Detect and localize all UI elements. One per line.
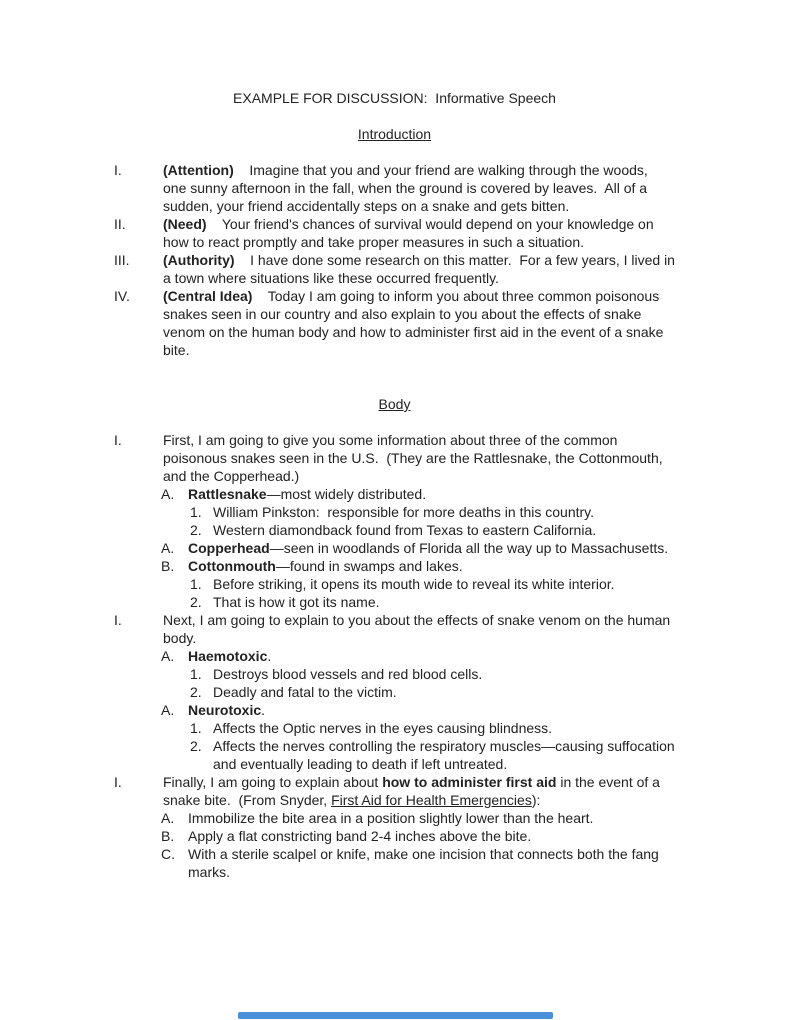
outline-item-text bbox=[213, 683, 675, 701]
outline-item-text bbox=[188, 809, 675, 827]
outline-item-label: B. bbox=[161, 558, 175, 574]
outline-item-label: 1. bbox=[190, 504, 202, 520]
text-segment: William Pinkston: responsible for more deaths in this country. bbox=[213, 504, 595, 520]
document-content bbox=[114, 89, 679, 881]
outline-item-label: A. bbox=[161, 810, 175, 826]
outline-item-text bbox=[213, 521, 675, 539]
outline-item bbox=[114, 215, 675, 251]
outline-item-label: 1. bbox=[190, 576, 202, 592]
outline-item-label: 1. bbox=[190, 666, 202, 682]
text-segment: Your friend's chances of survival would depend on your knowledge on how to react promptly and take proper measures in such a situation. bbox=[163, 216, 658, 250]
outline-item-text bbox=[188, 827, 675, 845]
outline-item-text bbox=[213, 665, 675, 683]
outline-item-text bbox=[213, 575, 675, 593]
text-segment: (Central Idea) bbox=[163, 288, 253, 304]
outline-item-text bbox=[188, 485, 675, 503]
text-segment: (Authority) bbox=[163, 252, 235, 268]
outline-item-label: A. bbox=[161, 540, 175, 556]
page-title: EXAMPLE FOR DISCUSSION: Informative Speech bbox=[233, 90, 556, 106]
outline-item bbox=[114, 431, 675, 485]
outline-item-label: III. bbox=[114, 252, 130, 268]
text-segment: Next, I am going to explain to you about the effects of snake venom on the human body. bbox=[163, 612, 675, 646]
text-segment: —found in swamps and lakes. bbox=[275, 558, 463, 574]
text-segment: Rattlesnake bbox=[188, 486, 267, 502]
outline-item-label: 2. bbox=[190, 594, 202, 610]
text-segment: ): bbox=[531, 792, 541, 808]
outline-item bbox=[114, 287, 675, 359]
outline-item-label: A. bbox=[161, 702, 175, 718]
outline-item-text bbox=[188, 845, 675, 881]
text-segment: Imagine that you and your friend are walking through the woods, one sunny afternoon in the fall, when the ground is covered by leaves. All of a sudden, your friend accidentally steps on a snake and gets bitten. bbox=[163, 162, 652, 214]
text-segment: (Attention) bbox=[163, 162, 234, 178]
outline-item-text bbox=[163, 287, 675, 359]
outline-item-text bbox=[163, 611, 675, 647]
section-heading: Body bbox=[378, 396, 411, 412]
text-segment: Apply a flat constricting band 2-4 inches above the bite. bbox=[188, 828, 532, 844]
outline-item bbox=[114, 737, 679, 773]
text-segment: Haemotoxic bbox=[188, 648, 268, 664]
outline-item-label: I. bbox=[114, 162, 122, 178]
text-segment: —most widely distributed. bbox=[266, 486, 427, 502]
outline-item-text bbox=[213, 503, 675, 521]
outline-item bbox=[114, 683, 675, 701]
text-segment: Neurotoxic bbox=[188, 702, 262, 718]
text-segment: . bbox=[267, 648, 272, 664]
text-segment: Destroys blood vessels and red blood cells. bbox=[213, 666, 483, 682]
outline-item-text bbox=[188, 647, 675, 665]
outline-item-label: I. bbox=[114, 432, 122, 448]
text-segment: I have done some research on this matter. For a few years, I lived in a town where situations like these occurred frequently. bbox=[163, 252, 679, 286]
outline-item-label: 2. bbox=[190, 684, 202, 700]
outline-item-text bbox=[188, 701, 675, 719]
text-segment: Affects the nerves controlling the respiratory muscles—causing suffocation and eventually leading to death if left untreated. bbox=[213, 738, 679, 772]
outline-item-label: I. bbox=[114, 774, 122, 790]
text-segment: Copperhead bbox=[188, 540, 270, 556]
outline-sections bbox=[114, 125, 679, 881]
text-segment: . bbox=[261, 702, 266, 718]
outline-item-text bbox=[213, 719, 675, 737]
section-body bbox=[114, 395, 679, 881]
outline-item-text bbox=[188, 539, 675, 557]
text-segment: Immobilize the bite area in a position slightly lower than the heart. bbox=[188, 810, 594, 826]
outline-item bbox=[114, 539, 675, 557]
text-segment: —seen in woodlands of Florida all the way up to Massachusetts. bbox=[269, 540, 669, 556]
text-segment: (Need) bbox=[163, 216, 207, 232]
section-introduction bbox=[114, 125, 679, 359]
outline-item bbox=[114, 611, 675, 647]
outline-item bbox=[114, 665, 675, 683]
outline-item-text bbox=[163, 161, 675, 215]
outline-item bbox=[114, 845, 675, 881]
outline-item-label: I. bbox=[114, 612, 122, 628]
text-segment: That is how it got its name. bbox=[213, 594, 380, 610]
text-segment: Finally, I am going to explain about bbox=[163, 774, 383, 790]
text-segment: First, I am going to give you some information about three of the common poisonous snakes seen in the U.S. (They are the Rattlesnake, the Cottonmouth, and the Copperhead.) bbox=[163, 432, 667, 484]
outline-item-text bbox=[163, 431, 675, 485]
outline-item-label: A. bbox=[161, 486, 175, 502]
outline-item-label: 1. bbox=[190, 720, 202, 736]
outline-item-text bbox=[163, 215, 675, 251]
text-segment: Cottonmouth bbox=[188, 558, 276, 574]
outline-item-label: C. bbox=[161, 846, 175, 862]
text-segment: Affects the Optic nerves in the eyes causing blindness. bbox=[213, 720, 553, 736]
outline-item-label: 2. bbox=[190, 522, 202, 538]
outline-item bbox=[114, 251, 679, 287]
outline-item bbox=[114, 827, 675, 845]
outline-item bbox=[114, 161, 675, 215]
outline-item-text bbox=[163, 773, 675, 809]
outline-item bbox=[114, 485, 675, 503]
outline-item bbox=[114, 701, 675, 719]
outline-item bbox=[114, 773, 675, 809]
text-segment: With a sterile scalpel or knife, make one incision that connects both the fang marks. bbox=[188, 846, 663, 880]
footer-progress-bar bbox=[238, 1012, 553, 1019]
outline-item bbox=[114, 557, 675, 575]
outline-item-label: II. bbox=[114, 216, 126, 232]
outline-item-text bbox=[163, 251, 679, 287]
section-heading: Introduction bbox=[357, 126, 432, 142]
outline-item-label: IV. bbox=[114, 288, 130, 304]
text-segment: First Aid for Health Emergencies bbox=[331, 792, 532, 808]
outline-item-text bbox=[213, 593, 675, 611]
outline-item-text bbox=[188, 557, 675, 575]
text-segment: Deadly and fatal to the victim. bbox=[213, 684, 397, 700]
text-segment: Western diamondback found from Texas to eastern California. bbox=[213, 522, 597, 538]
text-segment: Today I am going to inform you about three common poisonous snakes seen in our country and also explain to you about the effects of snake venom on the human body and how to administer first aid in the event of a snake bite. bbox=[163, 288, 668, 358]
outline-item bbox=[114, 809, 675, 827]
text-segment: in the event of a snake bite. (From Snyder, bbox=[163, 774, 664, 808]
text-segment: how to administer first aid bbox=[382, 774, 557, 790]
outline-item-label: A. bbox=[161, 648, 175, 664]
outline-item bbox=[114, 593, 675, 611]
outline-item bbox=[114, 503, 675, 521]
text-segment: Before striking, it opens its mouth wide to reveal its white interior. bbox=[213, 576, 615, 592]
outline-item bbox=[114, 647, 675, 665]
outline-item-label: 2. bbox=[190, 738, 202, 754]
outline-item-text bbox=[213, 737, 679, 773]
outline-item bbox=[114, 521, 675, 539]
outline-item bbox=[114, 719, 675, 737]
outline-item-label: B. bbox=[161, 828, 175, 844]
outline-item bbox=[114, 575, 675, 593]
